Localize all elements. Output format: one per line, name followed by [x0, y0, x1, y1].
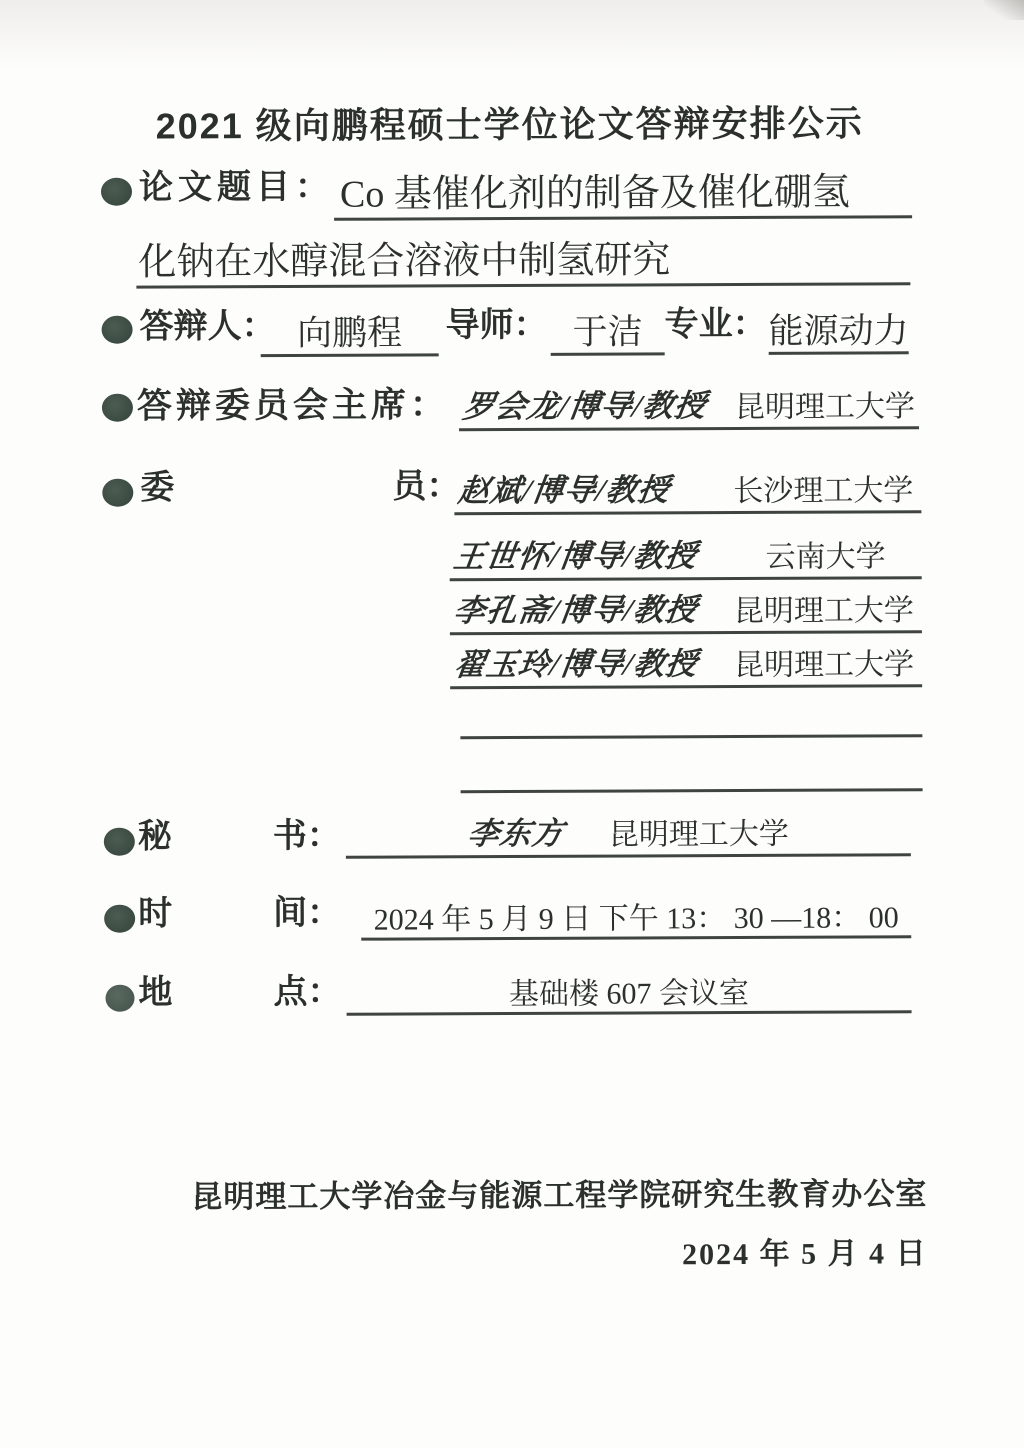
- committee-member-name: 翟玉玲/博导/教授: [451, 646, 700, 683]
- advisor-name: 于洁: [550, 296, 664, 355]
- major-value: 能源动力: [768, 295, 908, 355]
- secretary-name: 李东方: [465, 816, 567, 852]
- thesis-title-label: 论文题目：: [138, 168, 335, 207]
- chair-name: 罗会龙/博导/教授: [460, 388, 709, 425]
- issuing-office: 昆明理工大学冶金与能源工程学院研究生教育办公室: [191, 1176, 928, 1215]
- committee-member-affiliation: 昆明理工大学: [733, 647, 915, 682]
- thesis-title-line1: Co 基催化剂的制备及催化硼氢: [334, 155, 912, 221]
- time-label-right: 间：: [273, 894, 342, 933]
- bullet-icon: [105, 985, 134, 1012]
- committee-member-row-empty: [460, 682, 922, 739]
- bullet-icon: [102, 316, 133, 344]
- defender-label: 答辩人：: [139, 308, 276, 346]
- chair-label: 答辩委员会主席：: [136, 385, 450, 426]
- defender-name: 向鹏程: [260, 297, 438, 357]
- committee-member-row: [454, 456, 921, 515]
- chair-affiliation: 昆明理工大学: [734, 389, 916, 424]
- committee-member-affiliation: 云南大学: [765, 539, 886, 574]
- committee-member-affiliation: 长沙理工大学: [733, 473, 914, 508]
- secretary-field: [346, 804, 911, 858]
- bullet-icon: [102, 479, 133, 507]
- committee-member-affiliation: 昆明理工大学: [733, 593, 914, 628]
- major-label: 专业：: [664, 305, 767, 344]
- bullet-icon: [101, 178, 132, 206]
- time-value: 2024 年 5 月 9 日 下午 13： 30 —18： 00: [361, 882, 911, 940]
- committee-member-row: [449, 522, 921, 581]
- committee-member-name: 赵斌/博导/教授: [456, 472, 673, 509]
- committee-member-name: 李孔斋/博导/教授: [451, 592, 700, 629]
- advisor-label: 导师：: [445, 306, 548, 345]
- location-label-right: 点：: [273, 973, 342, 1012]
- location-value: 基础楼 607 会议室: [346, 960, 911, 1015]
- committee-label-left: 委: [140, 469, 175, 507]
- committee-label-right: 员：: [392, 468, 461, 506]
- time-label-left: 时: [138, 895, 173, 933]
- bullet-icon: [104, 828, 135, 856]
- committee-member-row: [450, 576, 922, 635]
- committee-member-row: [450, 630, 922, 689]
- committee-member-name: 王世怀/博导/教授: [451, 538, 700, 575]
- secretary-label-right: 书：: [272, 817, 341, 856]
- location-label-left: 地: [138, 974, 173, 1012]
- bullet-icon: [102, 394, 133, 422]
- chair-field: [459, 373, 919, 431]
- secretary-affiliation: 昆明理工大学: [608, 817, 789, 852]
- page-title: 2021 级向鹏程硕士学位论文答辩安排公示: [155, 102, 864, 147]
- issue-date: 2024 年 5 月 4 日: [682, 1237, 928, 1272]
- committee-member-row-empty: [460, 736, 922, 793]
- bullet-icon: [104, 905, 135, 933]
- secretary-label-left: 秘: [137, 818, 172, 856]
- thesis-title-line2: 化钠在水醇混合溶液中制氢研究: [136, 221, 910, 288]
